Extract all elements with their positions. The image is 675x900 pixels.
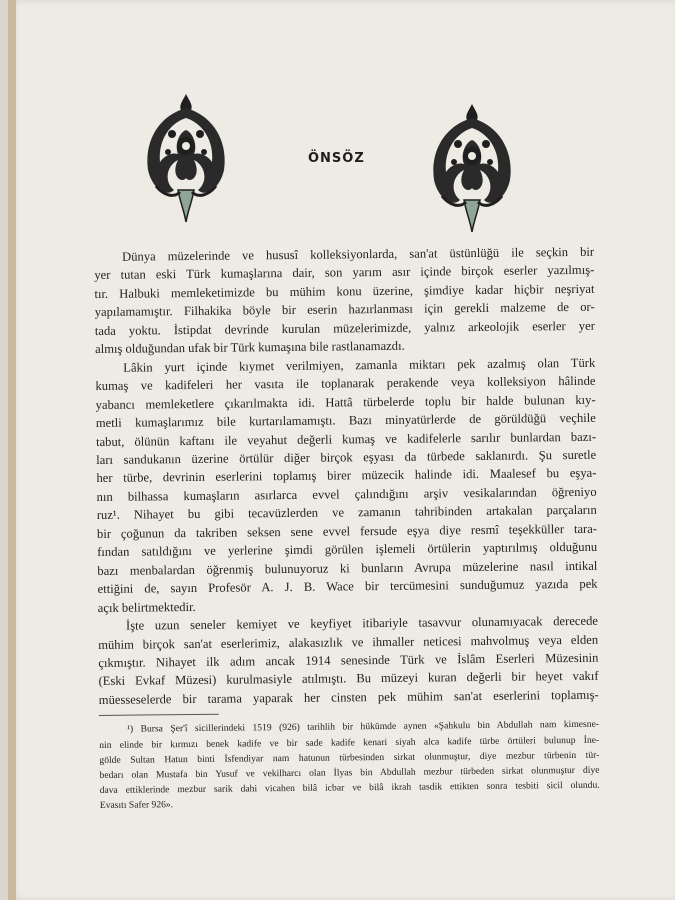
footnote-line: ¹) Bursa Şer'î sicillerindeki 1519 (926) tarihlih bir hükümde aynen «Şahkulu bin Abdullah nam kimesne-	[126, 719, 600, 736]
page-edge	[8, 0, 16, 900]
text-line: kumaş ve kadifeleri her vasıta ile toplanarak perakende veya kolleksiyon hâlinde	[95, 373, 596, 394]
book-page	[8, 0, 675, 900]
text-line: açık belirtmektedir.	[97, 599, 196, 615]
tulip-palmette-icon	[138, 86, 234, 230]
text-line: mühim birçok san'at eserlerimiz, alakasızlık ve ihmaller neticesi mahvolmuş veya elden	[98, 632, 599, 652]
text-line: almış olduğundan ufak bir Türk kumaşına bile rastlanamazdı.	[94, 339, 405, 357]
text-line: ettiğini de, sayın Profesör A. J. B. Wace bir tercümesini sunduğumuz yazıda pek	[97, 576, 598, 597]
text-line: yer tutan eski Türk kumaşlarına dair, son yarım asır içinde birçok eserler yazılmış-	[94, 263, 595, 283]
text-line: ları sandukanın üzerine örtülür diğer birçok eşyası da türbede saklanırdı. Şu suretle	[96, 447, 597, 467]
text-line: tır. Halbuki memleketimizde bu mühim konu üzerine, şimdiye kadar hiçbir neşriyat	[94, 281, 595, 301]
text-line: Lâkin yurt içinde kıymet verilmiyen, zamanla miktarı pek azalmış olan Türk	[123, 355, 596, 375]
footnote-line: dava ettiklerinde mezbur sarik dahi vicahen bilâ icbar ve bilâ ikrah tasdik ettikten sonra tesbiti sicil olundu.	[99, 779, 600, 797]
text-line: nın bilhassa kumaşların asırlarca evvel çalındığını arşiv vesikalarından öğreniyo	[96, 484, 597, 504]
text-line: tada yoktu. İstipdat devrinde kurulan müzelerimizde, yalnız arkeolojik eserler yer	[94, 318, 595, 338]
footnote	[99, 717, 600, 813]
page-title: ÖNSÖZ	[308, 151, 365, 166]
text-line: bir çoğunun da takriben seksen sene evvel fersude eşya diye resmî teşekküller tara-	[96, 521, 598, 541]
text-line: fından satıldığını ve yerlerine şimdi görülen işlemeli örtülerin yaptırılmış olduğunu	[97, 539, 598, 560]
text-line: metli kumaşlarımız bile kurtarılamamıştı. Bazı minyatürlerde de görüldüğü veçhile	[95, 410, 596, 431]
text-line: ruz¹. Nihayet bu gibi tecavüzlerden ve zamanın tahribinden artakalan parçaların	[96, 503, 597, 523]
text-line: İşte uzun seneler kemiyet ve keyfiyet itibariyle tasavvur olunamıyacak derecede	[125, 613, 599, 633]
footnote-line: gölde Sultan Hatun binti İsfendiyar nam hatunun türbesinden sirkat olunmuştur, diye mezbur türbenin tür-	[99, 749, 600, 766]
footnote-line: Evasıtı Safer 926».	[99, 799, 174, 812]
tulip-palmette-icon	[424, 98, 520, 242]
ornament-right-group	[433, 104, 510, 232]
text-line: Dünya müzelerinde ve hususî kolleksiyonlarda, san'at üstünlüğü ile seçkin bir	[122, 244, 595, 264]
paragraph-2	[95, 353, 598, 617]
footnote-divider	[99, 714, 219, 716]
text-line: (Eski Evkaf Müzesi) kurulmasiyle atılmıştı. Bu müzeyi kuran değerli bir heyet vakıf	[98, 669, 599, 689]
body-text	[94, 243, 600, 814]
text-line: yabancı memleketlere çıkarılmakta idi. Hattâ türbelerde toplu bir halde bulunan kıy-	[95, 392, 596, 412]
text-line: müesseselerde bir tarama yaparak her cinsten pek mühim san'at eserlerini toplamış-	[98, 687, 599, 707]
text-line: yapılamamıştır. Filhakika böyle bir eserin hazırlanması için gerekli malzeme de or-	[94, 300, 595, 320]
text-line: her türbe, devrinin eserlerini toplamış birer müzecik halinde idi. Maalesef bu eşya-	[96, 466, 597, 486]
footnote-line: bedarı olan Mustafa bin Yusuf ve vekilharcı olan İlyas bin Abdullah mezbur türbeden sirkat olunmuştur diye	[99, 764, 600, 781]
paragraph-3	[98, 612, 599, 709]
footnote-line: nin elinde bir kırmızı benek kadife ve bir sade kadife kenari siyah alca kadife türbe örtüleri bulunup İne-	[99, 734, 600, 751]
text-line: çıkmıştır. Nihayet ilk adım ancak 1914 senesinde Türk ve İslâm Eserleri Müzesinin	[98, 650, 599, 670]
ornament-left-group	[147, 94, 224, 222]
text-line: bazı menbalardan öğrenmiş bulunuyoruz ki bunların Avrupa müzelerine nasıl intikal	[97, 558, 598, 578]
text-line: tabut, ölünün kaftanı ile veyahut değerli kumaş ve kadifelerle sarılır bunlardan bazı-	[95, 429, 597, 449]
paragraph-1	[94, 243, 595, 359]
